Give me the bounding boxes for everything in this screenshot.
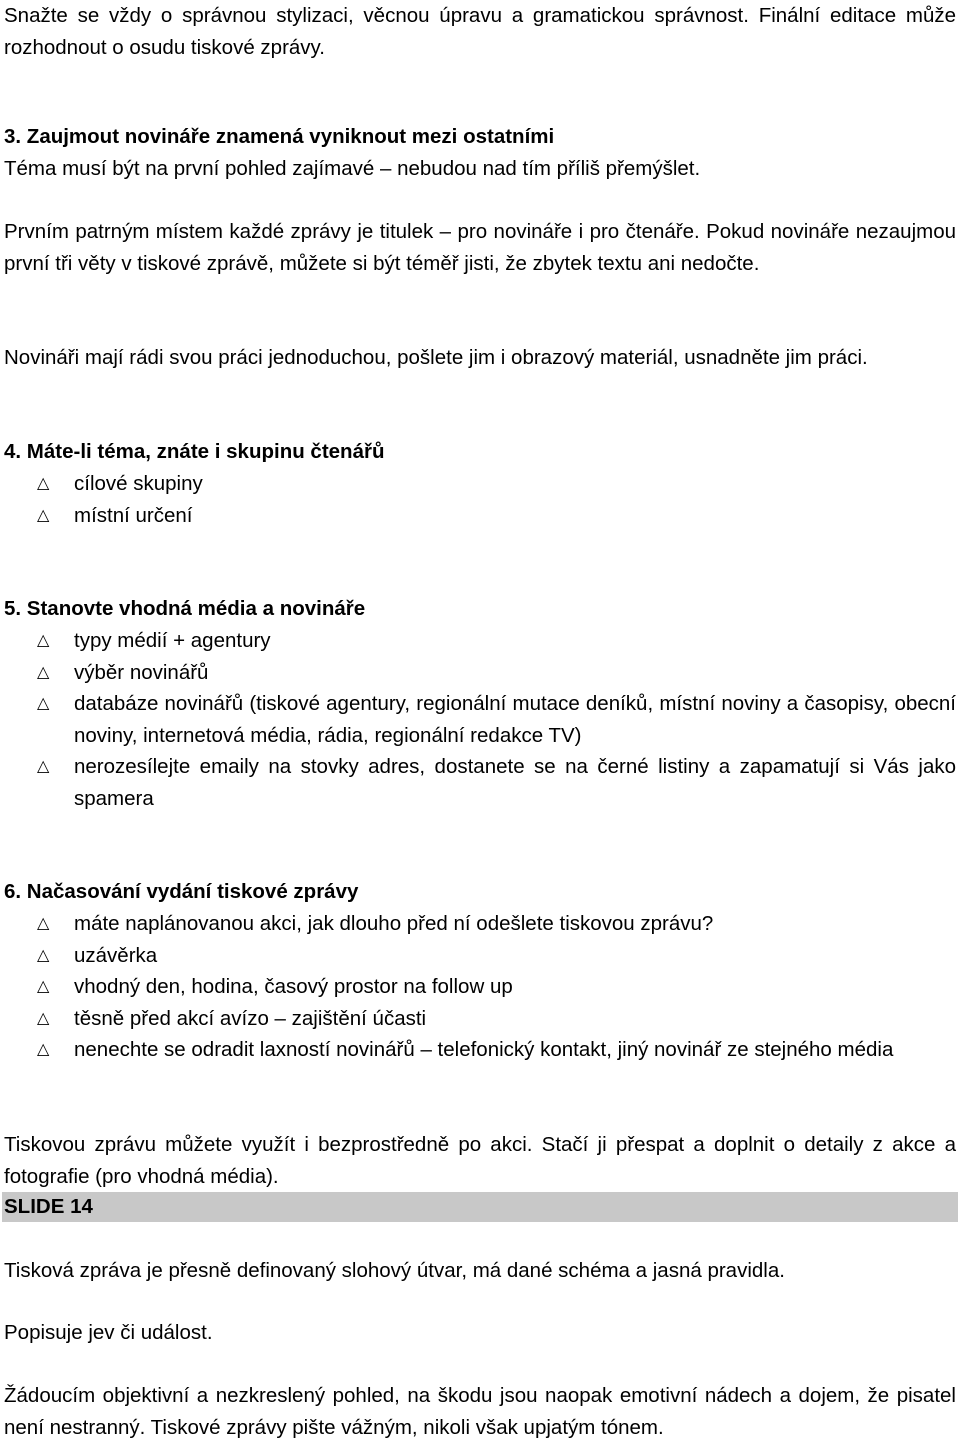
intro-paragraph: Snažte se vždy o správnou stylizaci, věcnou úpravu a gramatickou správnost. Finální editace může rozhodnout o osudu tiskové zprávy. (4, 4, 956, 59)
list-item (4, 688, 956, 751)
section-3-line: Téma musí být na první pohled zajímavé – nebudou nad tím příliš přemýšlet. (4, 157, 701, 180)
section-6-closing: Tiskovou zprávu můžete využít i bezprostředně po akci. Stačí ji přespat a doplnit o detaily z akce a fotografie (pro vhodná média). (4, 1133, 956, 1188)
slide-paragraph-2: Popisuje jev či událost. (4, 1321, 213, 1344)
list-item-text: místní určení (74, 503, 193, 527)
list-item (4, 1003, 956, 1035)
mountain-bullet-icon: △ (37, 475, 50, 492)
list-item-text: cílové skupiny (74, 472, 203, 495)
mountain-bullet-icon: △ (37, 1041, 50, 1058)
slide-paragraph-3: Žádoucím objektivní a nezkreslený pohled, na škodu jsou naopak emotivní nádech a dojem, že pisatel není nestranný. Tiskové zprávy pište vážným, nikoli však upjatým tónem. (4, 1384, 956, 1439)
list-item-text: máte naplánovanou akci, jak dlouho před ní odešlete tiskovou zprávu? (74, 912, 714, 935)
slide-heading-bar (2, 1192, 958, 1222)
mountain-bullet-icon: △ (37, 1009, 50, 1027)
list-item (4, 625, 956, 657)
section-3-heading: 3. Zaujmout novináře znamená vyniknout mezi ostatními (4, 125, 555, 148)
mountain-bullet-icon: △ (37, 946, 50, 964)
section-3-paragraph-2: Novináři mají rádi svou práci jednoduchou, pošlete jim i obrazový materiál, usnadněte jim práci. (4, 346, 868, 369)
list-item (4, 908, 956, 940)
mountain-bullet-icon: △ (37, 978, 50, 995)
list-item-text: uzávěrka (74, 943, 158, 967)
list-item (4, 468, 956, 500)
list-item (4, 940, 956, 972)
list-item (4, 751, 956, 814)
section-5-list (4, 625, 956, 814)
mountain-bullet-icon: △ (37, 915, 50, 932)
mountain-bullet-icon: △ (37, 695, 50, 712)
list-item-text: databáze novinářů (tiskové agentury, regionální mutace deníků, místní noviny a časopisy, obecní noviny, internetová média, rádia, regionální redakce TV) (74, 692, 956, 747)
mountain-bullet-icon: △ (37, 632, 50, 649)
section-6-list (4, 908, 956, 1066)
slide-label: SLIDE 14 (4, 1195, 93, 1218)
mountain-bullet-icon: △ (37, 663, 50, 681)
list-item-text: výběr novinářů (74, 660, 209, 684)
list-item-text: nerozesílejte emaily na stovky adres, dostanete se na černé listiny a zapamatují si Vás jako spamera (74, 755, 956, 810)
list-item (4, 500, 956, 532)
section-4-heading: 4. Máte-li téma, znáte i skupinu čtenářů (4, 440, 385, 463)
section-4-list (4, 468, 956, 531)
section-3-paragraph-1: Prvním patrným místem každé zprávy je titulek – pro novináře i pro čtenáře. Pokud novináře nezaujmou první tři věty v tiskové zprávě, můžete si být téměř jisti, že zbytek textu ani nedočte. (4, 220, 956, 275)
section-6-heading: 6. Načasování vydání tiskové zprávy (4, 880, 359, 903)
list-item-text: těsně před akcí avízo – zajištění účasti (74, 1006, 427, 1030)
section-5-heading: 5. Stanovte vhodná média a novináře (4, 597, 366, 620)
list-item-text: typy médií + agentury (74, 629, 271, 652)
mountain-bullet-icon: △ (37, 506, 50, 524)
mountain-bullet-icon: △ (37, 758, 50, 775)
list-item (4, 1034, 956, 1066)
list-item (4, 971, 956, 1003)
list-item (4, 657, 956, 689)
list-item-text: nenechte se odradit laxností novinářů – telefonický kontakt, jiný novinář ze stejného média (74, 1038, 894, 1061)
list-item-text: vhodný den, hodina, časový prostor na follow up (74, 975, 513, 998)
slide-paragraph-1: Tisková zpráva je přesně definovaný slohový útvar, má dané schéma a jasná pravidla. (4, 1259, 785, 1282)
